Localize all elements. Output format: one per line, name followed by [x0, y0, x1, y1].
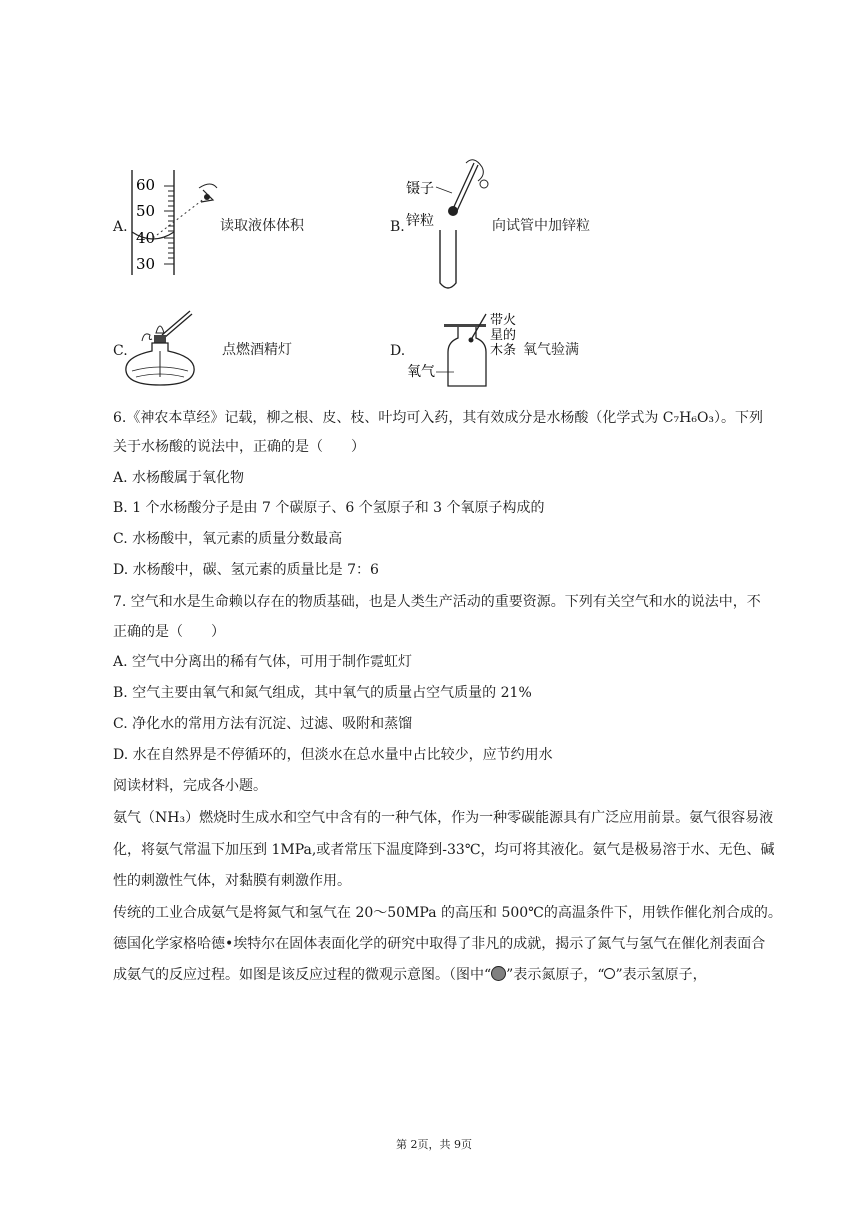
option-d-caption: 氧气验满 [523, 342, 579, 358]
q7-option: C. 净化水的常用方法有沉淀、过滤、吸附和蒸馏 [113, 716, 413, 732]
tweezers [452, 163, 474, 211]
alcohol-lamp-figure [124, 305, 204, 390]
sight-line [153, 198, 205, 238]
option-c-caption: 点燃酒精灯 [222, 342, 292, 358]
text-fragment: ”表示氢原子， [615, 967, 707, 983]
q6-stem: 关于水杨酸的说法中，正确的是（ ） [113, 439, 365, 455]
q6-stem: 6.《神农本草经》记载，柳之根、皮、枝、叶均可入药，其有效成分是水杨酸（化学式为 C₇H₆O₃）。下列 [113, 410, 764, 426]
q7-option: B. 空气主要由氧气和氮气组成，其中氧气的质量占空气质量的 21% [113, 685, 532, 701]
option-a-letter: A. [113, 219, 128, 235]
match-stick [162, 311, 190, 335]
reading-intro: 阅读材料，完成各小题。 [113, 778, 267, 794]
reading-paragraph-line [113, 965, 707, 985]
option-b-letter: B. [390, 219, 405, 235]
q6-option: D. 水杨酸中，碳、氢元素的质量比是 7：6 [113, 562, 379, 578]
q7-stem: 7. 空气和水是生命赖以存在的物质基础，也是人类生产活动的重要资源。下列有关空气和水的说法中，不 [113, 594, 761, 610]
reading-paragraph-line: 德国化学家格哈德•埃特尔在固体表面化学的研究中取得了非凡的成就，揭示了氮气与氢气在催化剂表面合 [113, 936, 766, 952]
page-footer: 第 2页，共 9页 [396, 1138, 472, 1151]
eye-icon [199, 184, 217, 202]
stick-label: 木条 [490, 343, 517, 358]
option-b-caption: 向试管中加锌粒 [492, 218, 590, 234]
text-fragment: ”表示氮原子，“ [506, 967, 605, 983]
gas-bottle-figure [404, 310, 517, 390]
hand-icon [466, 160, 483, 181]
q7-option: D. 水在自然界是不停循环的，但淡水在总水量中占比较少，应节约用水 [113, 747, 553, 763]
tweezers-label: 镊子 [406, 181, 434, 197]
tick-label: 50 [136, 202, 156, 220]
graduated-cylinder-figure [127, 170, 227, 280]
option-d-letter: D. [390, 343, 406, 359]
reading-paragraph-line: 性的刺激性气体，对黏膜有刺激作用。 [113, 873, 351, 889]
q6-option: B. 1 个水杨酸分子是由 7 个碳原子、6 个氢原子和 3 个氧原子构成的 [113, 500, 545, 516]
tick-label: 60 [136, 176, 156, 194]
option-c-letter: C. [113, 343, 128, 359]
zinc-label: 锌粒 [406, 213, 434, 229]
gas-bottle [448, 327, 486, 386]
tick-label: 40 [136, 229, 156, 247]
test-tube-figure [404, 153, 494, 295]
reading-paragraph-line: 传统的工业合成氨气是将氮气和氢气在 20～50MPa 的高压和 500℃的高温条件下，用铁作催化剂合成的。 [113, 905, 782, 921]
oxygen-label: 氧气 [407, 364, 435, 380]
reading-paragraph-line: 化，将氨气常温下加压到 1MPa,或者常压下温度降到-33℃，均可将其液化。氨气是极易溶于水、无色、碱 [113, 842, 775, 858]
stick-label: 带火 [490, 313, 517, 328]
q7-option: A. 空气中分离出的稀有气体，可用于制作霓虹灯 [113, 654, 413, 670]
hydrogen-atom-icon [604, 968, 615, 979]
q7-stem: 正确的是（ ） [113, 624, 225, 640]
q6-option: C. 水杨酸中，氧元素的质量分数最高 [113, 531, 343, 547]
text-fragment: 成氨气的反应过程。如图是该反应过程的微观示意图。（图中“ [113, 967, 492, 983]
tick-label: 30 [136, 255, 156, 273]
zinc-granule [448, 206, 458, 216]
nitrogen-atom-icon [491, 966, 506, 981]
q6-option: A. 水杨酸属于氧化物 [113, 470, 245, 486]
test-tube [440, 230, 456, 288]
option-a-caption: 读取液体体积 [220, 218, 304, 234]
flame-icon [156, 326, 164, 333]
stick-label: 星的 [490, 328, 517, 343]
reading-paragraph-line: 氨气（NH₃）燃烧时生成水和空气中含有的一种气体，作为一种零碳能源具有广泛应用前景。氨气很容易液 [113, 810, 774, 826]
